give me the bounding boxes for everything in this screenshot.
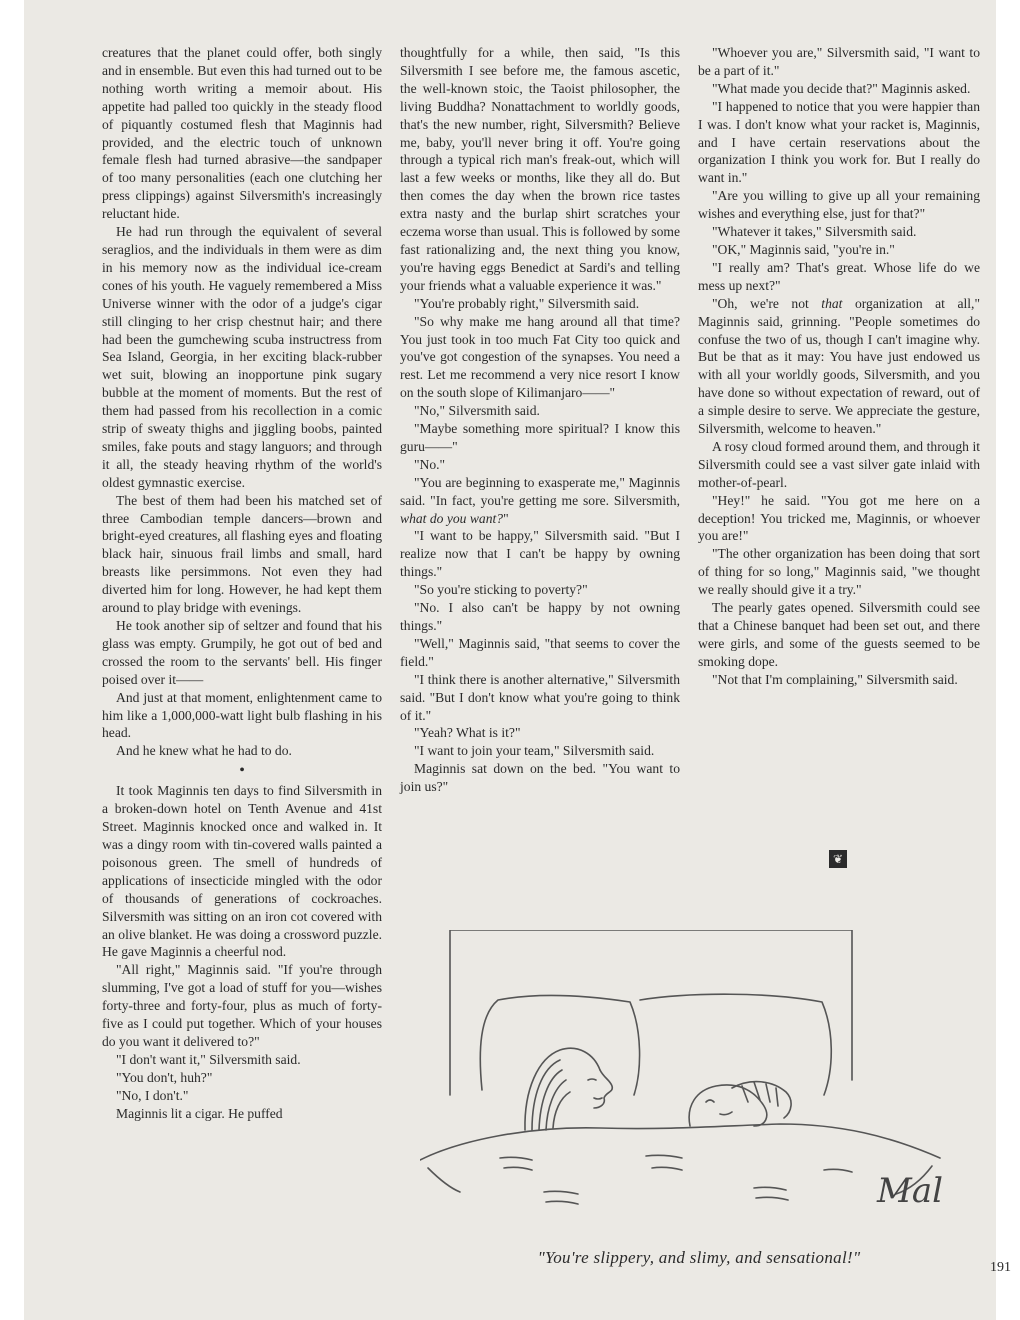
- cartoon-caption: "You're slippery, and slimy, and sensational!": [537, 1248, 861, 1267]
- paragraph: "All right," Maginnis said. "If you're through slumming, I've got a load of stuff for you—wishes forty-three and forty-four, plus as much of forty-five as I could put together. Which of your houses do you want it delivered to?": [102, 962, 382, 1049]
- paragraph: And just at that moment, enlightenment came to him like a 1,000,000-watt light bulb flashing in his head.: [102, 689, 382, 741]
- paragraph: The pearly gates opened. Silversmith could see that a Chinese banquet had been set out, and there were girls, and some of the guests seemed to be smoking dope.: [698, 600, 980, 669]
- paragraph: "Maybe something more spiritual? I know this guru——": [400, 421, 680, 454]
- pillow-right: [640, 994, 831, 1095]
- paragraph: [698, 295, 980, 438]
- paragraph: "Are you willing to give up all your remaining wishes and everything else, just for that?": [698, 188, 980, 222]
- woman-hair: [525, 1048, 600, 1130]
- paragraph: It took Maginnis ten days to find Silversmith in a broken-down hotel on Tenth Avenue and 41st Street. Maginnis knocked once and walked in. It was a dingy room with tin-covered walls painted a poisonous green. The smell of hundreds of applications of insecticide mingled with the odor of thousands of generations of cockroaches. Silversmith was sitting on an iron cot covered with an olive blanket. He was doing a crossword puzzle. He gave Maginnis a cheerful nod.: [102, 783, 382, 960]
- paragraph: A rosy cloud formed around them, and through it Silversmith could see a vast silver gate inlaid with mother-of-pearl.: [698, 438, 980, 490]
- paragraph: "Yeah? What is it?": [414, 725, 521, 741]
- text-column-3: [698, 44, 980, 689]
- blanket: [420, 1124, 940, 1160]
- headboard: [450, 930, 852, 1095]
- paragraph: "The other organization has been doing that sort of thing for so long," Maginnis said, "we thought we really should give it a try.": [698, 546, 980, 598]
- paragraph: thoughtfully for a while, then said, "Is this Silversmith I see before me, the famous ascetic, the well-known stoic, the Taoist philosopher, the living Buddha? Nonattachment to worldly goods, that's the new number, right, Silversmith? Believe me, baby, you'll never bring it off. You're going through a typical rich man's freak-out, which will last a few weeks or months, like they all do. But then comes the day when the brown rice tastes extra nasty and the burlap shirt scratches your eczema worse than usual. This is followed by some fast rationalizing and, the next thing you know, you're having eggs Benedict at Sardi's and telling your friends what a valuable experience it was.": [400, 45, 680, 293]
- paragraph: "I really am? That's great. Whose life do we mess up next?": [698, 259, 980, 293]
- paragraph: "I want to join your team," Silversmith said.: [414, 743, 655, 759]
- creature-body: [689, 1085, 767, 1126]
- paragraph: "No," Silversmith said.: [414, 403, 540, 419]
- magazine-page: [24, 0, 1011, 1320]
- paragraph: He had run through the equivalent of several seraglios, and the individuals in them were as dim in his memory now as the individual ice-cream cones of his youth. He vaguely remembered a Miss Universe winner with the odor of a judge's cigar still clinging to her crisp chestnut hair; and there had been the gumchewing scuba instructress from Sea Island, Georgia, in her exciting black-rubber wet suit, blowing an inopportune pink sugary bubble at the moment of moments. But the rest of them had passed from his recollection in a comic strip of sweaty thighs and jiggling boobs, painted smiles, fake pouts and stagy languors; and through it all, the steady heaving rhythm of the world's oldest gymnastic exercise.: [102, 224, 382, 490]
- text-column-2: [400, 44, 680, 796]
- paragraph: Maginnis lit a cigar. He puffed: [116, 1105, 283, 1121]
- woman-face: [594, 1070, 612, 1108]
- paragraph: "Not that I'm complaining," Silversmith said.: [712, 671, 958, 687]
- paragraph: "No, I don't.": [116, 1087, 189, 1103]
- paragraph: "Whatever it takes," Silversmith said.: [712, 224, 917, 240]
- italic-emphasis: what do you want?: [400, 510, 504, 526]
- text-column-1: [102, 44, 382, 1122]
- cartoon-illustration: [420, 930, 1000, 1240]
- italic-emphasis: that: [821, 295, 843, 311]
- paragraph: "You're probably right," Silversmith said.: [414, 295, 640, 311]
- paragraph: And he knew what he had to do.: [116, 743, 292, 759]
- paragraph: "So why make me hang around all that time? You just took in too much Fat City too quick and you've got congestion of the synapses. You need a rest. Let me recommend a very nice resort I know on the south slope of Kilimanjaro——": [400, 313, 680, 401]
- paragraph-text: organization at all," Maginnis said, grinning. "People sometimes do confuse the two of us, though I can't imagine why. But be that as it may: You have just endowed us with all your worldly goods, Silversmith, and you have done so without expectation of reward, out of a simple desire to serve. We appreciate the gesture, Silversmith, welcome to heaven.": [698, 295, 980, 437]
- rabbit-head-icon: ❦: [829, 850, 847, 868]
- paragraph: "I happened to notice that you were happier than I was. I don't know what your racket is, Maginnis, and I have certain reservations about the organization I think you work for. But I really do want in.": [698, 98, 980, 186]
- paragraph: "You don't, huh?": [116, 1069, 213, 1085]
- section-break-bullet: •: [239, 762, 245, 780]
- paragraph: "Hey!" he said. "You got me here on a deception! You tricked me, Maginnis, or whoever you are!": [698, 492, 980, 544]
- paragraph: "No.": [414, 456, 446, 472]
- paragraph: "What made you decide that?" Maginnis asked.: [712, 80, 971, 96]
- artist-signature: Mal: [877, 1171, 943, 1211]
- page-number: 191: [990, 1260, 1011, 1275]
- paragraph-text: "Oh, we're not: [712, 295, 822, 311]
- paragraph-text: "You are beginning to exasperate me," Maginnis said. "In fact, you're getting me sore. Silversmith,: [400, 474, 680, 508]
- paragraph: [400, 474, 680, 528]
- paragraph: "No. I also can't be happy by not owning things.": [400, 600, 680, 633]
- paragraph: "Whoever you are," Silversmith said, "I want to be a part of it.": [698, 45, 980, 78]
- paragraph: creatures that the planet could offer, both singly and in ensemble. But even this had turned out to be nothing worth writing a memoir about. His appetite had palled too quickly in the steady flood of piquantly costumed flesh that Maginnis had provided, and the electric touch of unknown female flesh had turned abrasive—the sandpaper of too many personalities (each one clutching her press clippings) against Silversmith's increasingly reluctant hide.: [102, 45, 382, 222]
- paragraph: "So you're sticking to poverty?": [414, 582, 588, 598]
- paragraph: The best of them had been his matched set of three Cambodian temple dancers—brown and bright-eyed creatures, all flashing eyes and floating black hair, sinuous frail limbs and small, hard breasts like persimmons. Not even they had diverted him for long. However, he had kept them around to play bridge with evenings.: [102, 492, 382, 616]
- paragraph: He took another sip of seltzer and found that his glass was empty. Grumpily, he got out of bed and crossed the room to the servants' bell. His finger poised over it——: [102, 618, 382, 687]
- pillow-left: [480, 996, 639, 1095]
- paragraph: "OK," Maginnis said, "you're in.": [712, 241, 895, 257]
- paragraph: "I want to be happy," Silversmith said. "But I realize now that I can't be happy by owning things.": [400, 528, 680, 580]
- paragraph: Maginnis sat down on the bed. "You want to join us?": [400, 761, 680, 795]
- paragraph-text: ": [503, 510, 509, 526]
- paragraph: "I think there is another alternative," Silversmith said. "But I don't know what you're going to think of it.": [400, 671, 680, 723]
- paragraph: "I don't want it," Silversmith said.: [116, 1051, 301, 1067]
- paragraph: "Well," Maginnis said, "that seems to cover the field.": [400, 635, 680, 669]
